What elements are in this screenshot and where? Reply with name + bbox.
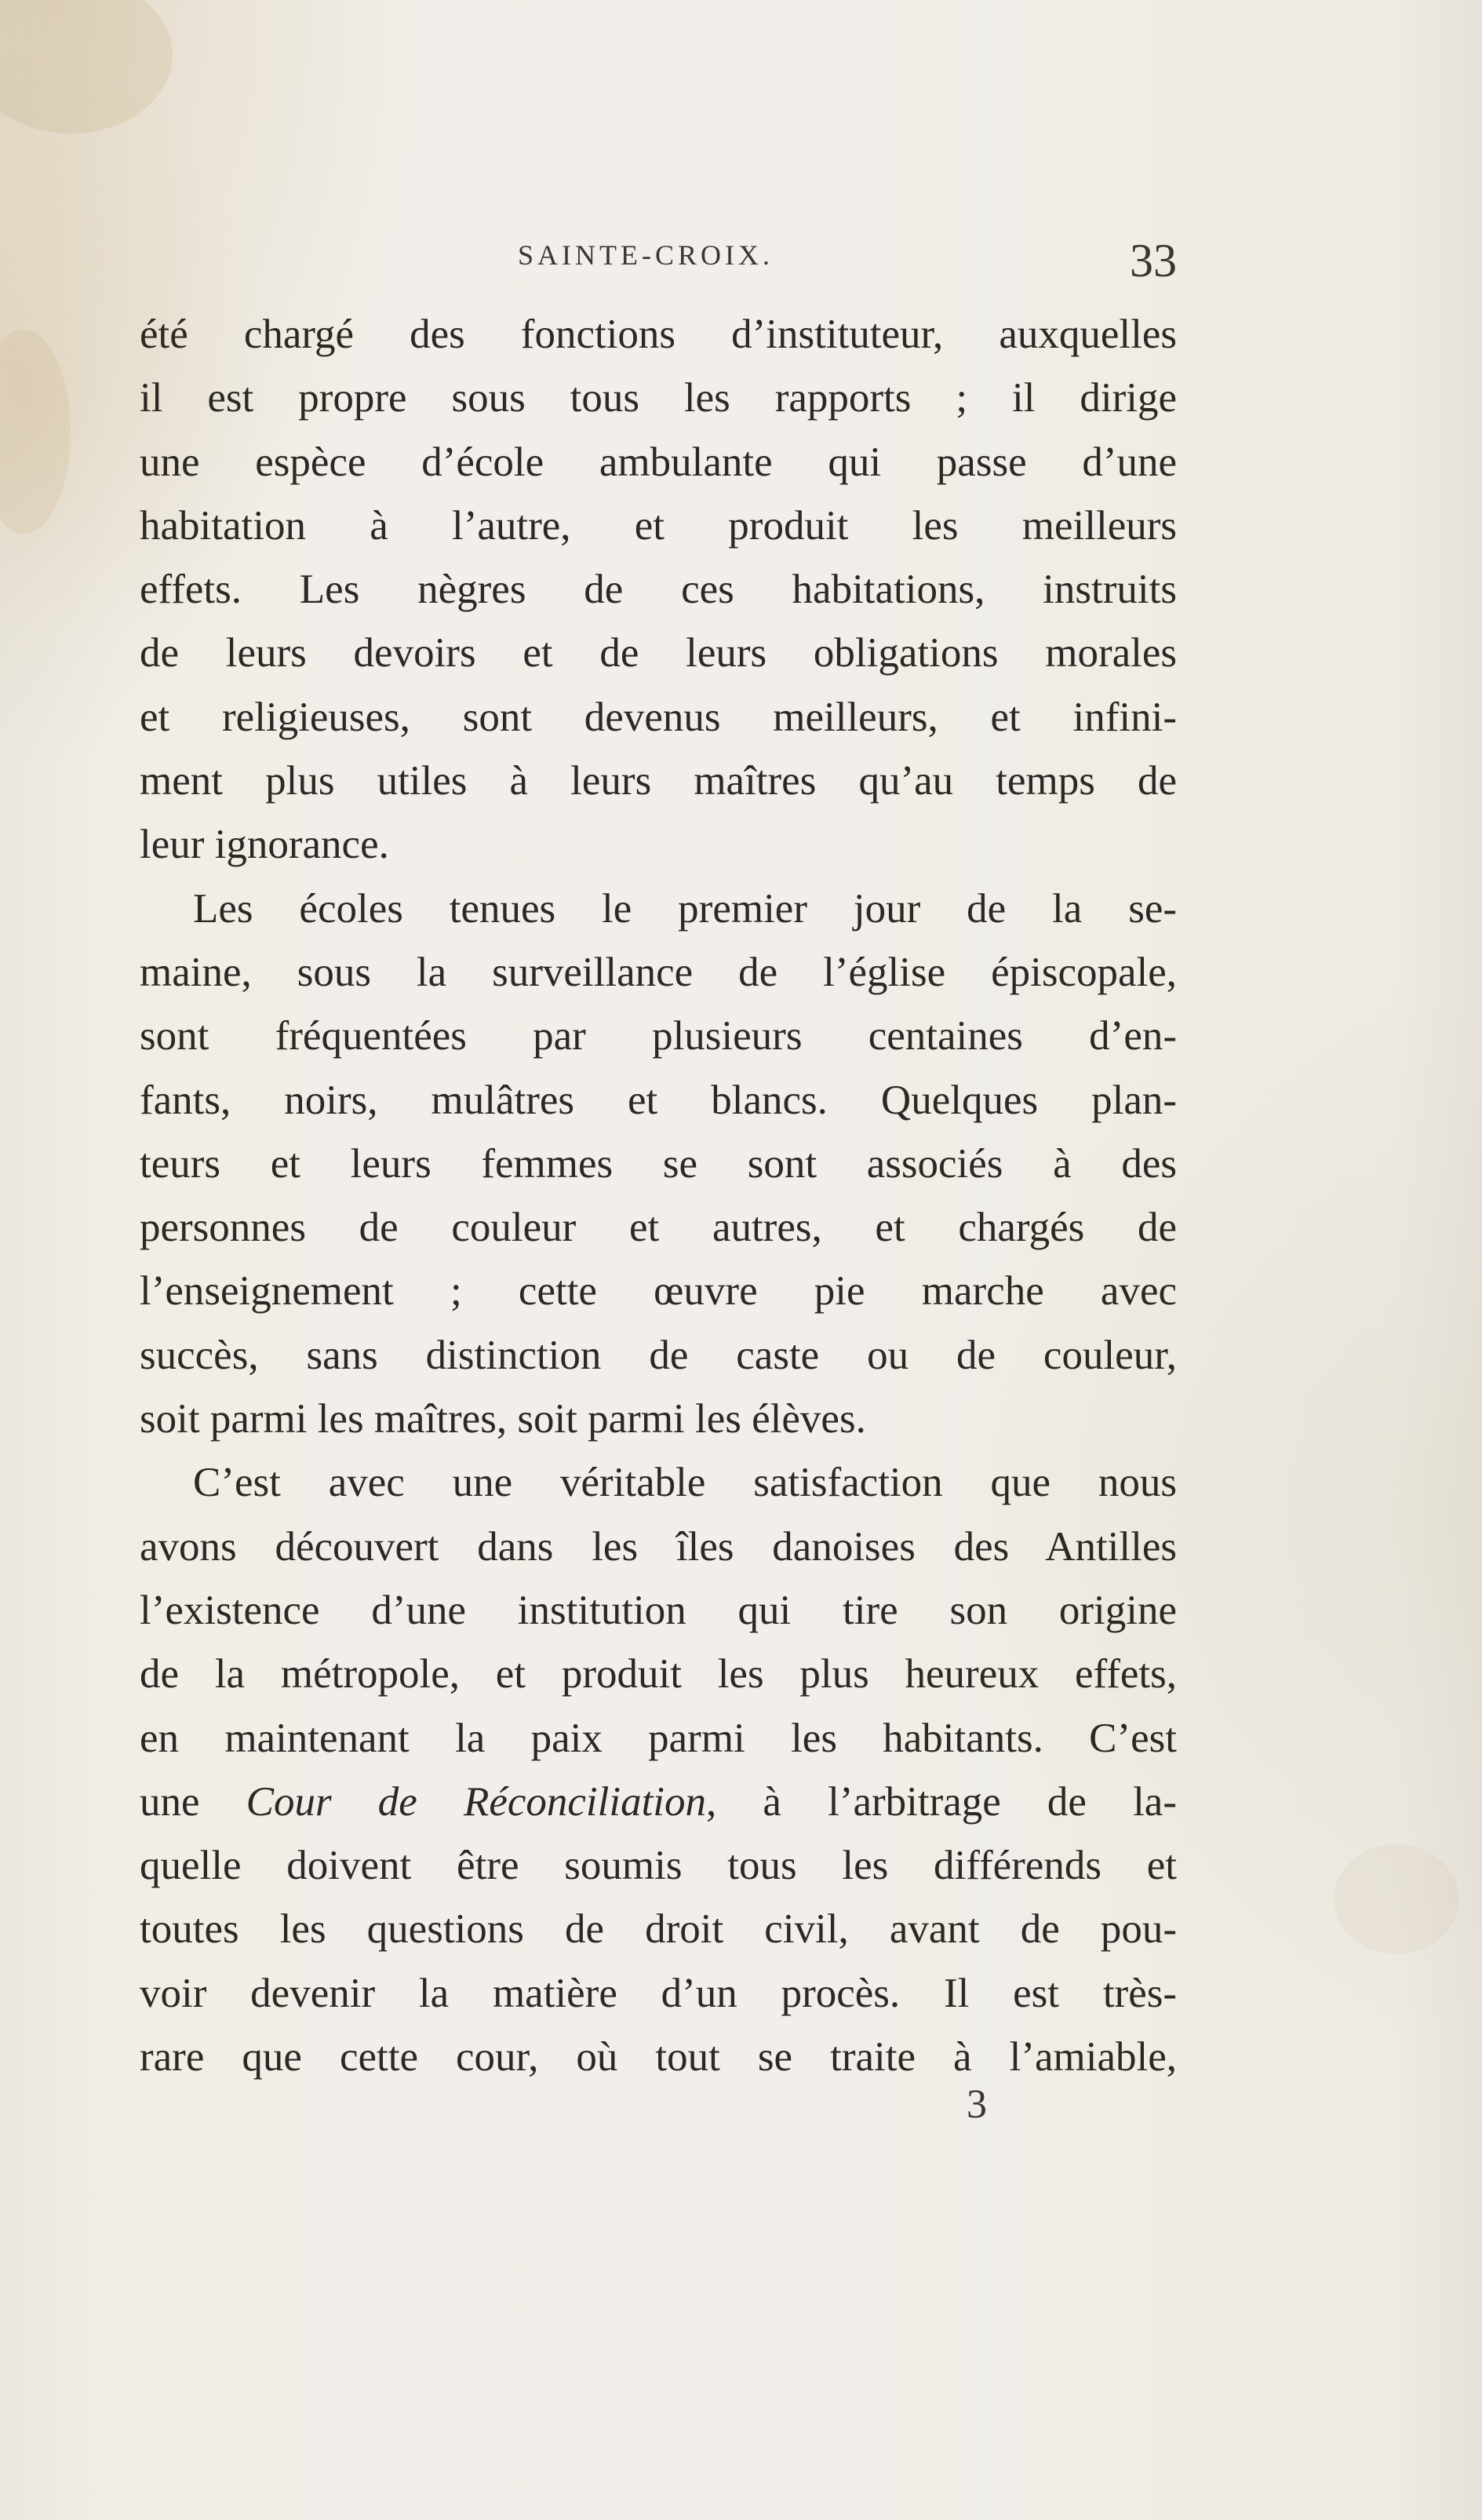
text-line: soit parmi les maîtres, soit parmi les élèves. [140, 1396, 866, 1442]
text-line: été chargé des fonctions d’instituteur, auxquelles [140, 312, 1177, 357]
foxing-stain [0, 0, 173, 133]
text-line: l’existence d’une institution qui tire son origine [140, 1587, 1177, 1633]
running-title: SAINTE-CROIX. [518, 239, 774, 271]
text-line: une espèce d’école ambulante qui passe d’une [140, 439, 1177, 485]
page-number: 33 [1130, 235, 1177, 286]
text-line: succès, sans distinction de caste ou de couleur, [140, 1332, 1177, 1378]
text-line: l’enseignement ; cette œuvre pie marche avec [140, 1268, 1177, 1315]
text-line: fants, noirs, mulâtres et blancs. Quelques plan- [140, 1077, 1177, 1123]
italic-phrase: Cour de Réconciliation [246, 1778, 707, 1825]
text-line: Les écoles tenues le premier jour de la se- [193, 885, 1177, 932]
text-line: effets. Les nègres de ces habitations, instruits [140, 567, 1177, 613]
body-text [140, 303, 1177, 2089]
signature-mark: 3 [967, 2082, 987, 2127]
text-line: ment plus utiles à leurs maîtres qu’au temps de [140, 758, 1177, 804]
foxing-stain [1334, 1844, 1459, 1954]
text-line: sont fréquentées par plusieurs centaines d’en- [140, 1013, 1177, 1059]
text-line: voir devenir la matière d’un procès. Il est très- [140, 1970, 1177, 2016]
text-line: habitation à l’autre, et produit les meilleurs [140, 502, 1177, 549]
text-line: de la métropole, et produit les plus heureux effets, [140, 1651, 1177, 1698]
page-header [140, 234, 1177, 284]
text-line: leur ignorance. [140, 822, 389, 868]
text-line: C’est avec une véritable satisfaction que nous [193, 1460, 1177, 1506]
text-line: et religieuses, sont devenus meilleurs, et infini- [140, 694, 1177, 740]
text-line: quelle doivent être soumis tous les différends et [140, 1843, 1177, 1889]
text-line: toutes les questions de droit civil, avant de pou- [140, 1906, 1177, 1953]
text-line: maine, sous la surveillance de l’église épiscopale, [140, 949, 1177, 995]
foxing-stain [0, 330, 71, 534]
text-line: il est propre sous tous les rapports ; il dirige [140, 375, 1177, 421]
text-line: de leurs devoirs et de leurs obligations morales [140, 630, 1177, 676]
text-line: en maintenant la paix parmi les habitants. C’est [140, 1715, 1177, 1761]
text-line: avons découvert dans les îles danoises des Antilles [140, 1523, 1177, 1570]
text-line: teurs et leurs femmes se sont associés à des [140, 1140, 1177, 1187]
text-line: une Cour de Réconciliation, à l’arbitrage de la- [140, 1778, 1177, 1825]
text-line: rare que cette cour, où tout se traite à l’amiable, [140, 2034, 1177, 2081]
text-line: personnes de couleur et autres, et chargés de [140, 1205, 1177, 1251]
